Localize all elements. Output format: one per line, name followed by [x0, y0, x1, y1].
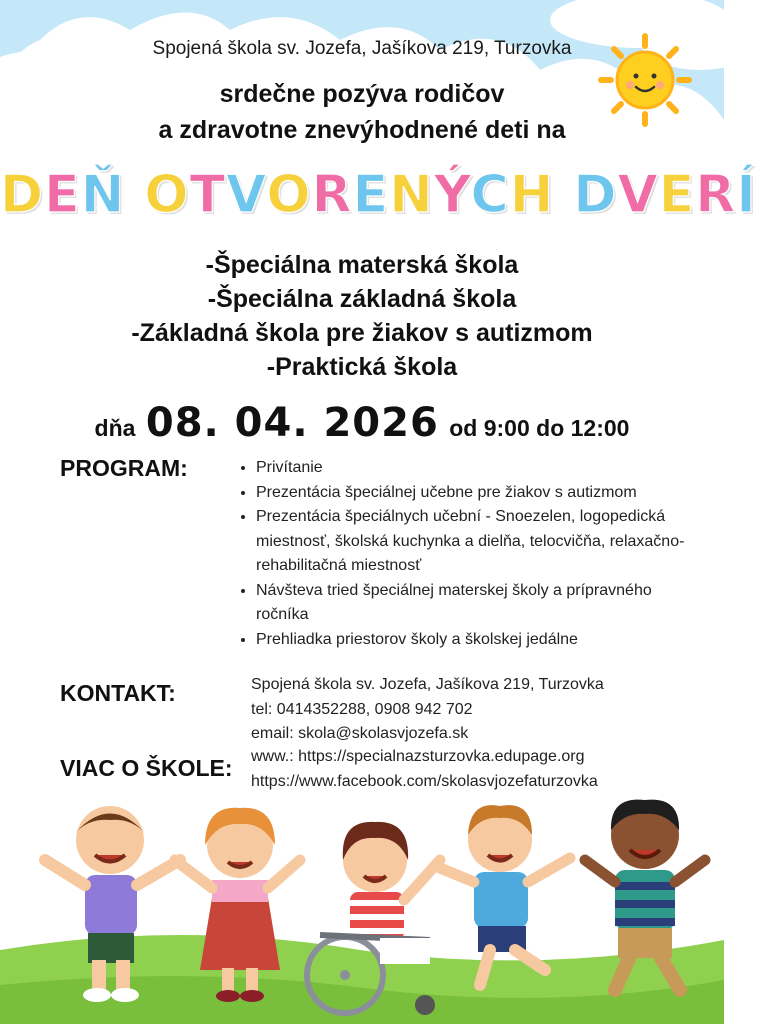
title-letter: H	[509, 165, 555, 225]
contact-phone: tel: 0414352288, 0908 942 702	[251, 700, 473, 718]
school-type-item: -Praktická škola	[266, 353, 458, 381]
title-letter: D	[0, 165, 45, 225]
contact-email: email: skola@skolasvjozefa.sk	[251, 725, 469, 742]
facebook-link[interactable]: https://www.facebook.com/skolasvjozefaturzovka	[251, 772, 598, 790]
title-letter: T	[189, 165, 227, 225]
title-letter: R	[695, 165, 737, 225]
title-letter: O	[266, 165, 312, 225]
title-letter: E	[352, 165, 390, 225]
invitation-line-1: srdečne pozýva rodičov	[219, 80, 505, 108]
event-date: 08. 04. 2026	[145, 400, 439, 446]
more-info	[251, 745, 598, 794]
title-letter: D	[573, 165, 618, 225]
website-link[interactable]: www.: https://specialnazsturzovka.edupage.org	[251, 748, 585, 765]
event-date-row	[0, 400, 724, 446]
open-day-title	[0, 165, 757, 225]
contact-label: KONTAKT:	[60, 680, 176, 706]
title-letter: Í	[736, 165, 757, 225]
program-item: • Prehliadka priestorov školy a školskej jedálne	[256, 628, 686, 653]
title-letter: V	[226, 165, 267, 225]
invitation-text	[0, 76, 724, 148]
program-label: PROGRAM:	[60, 455, 188, 481]
date-prefix: dňa	[94, 415, 136, 441]
title-letter: O	[144, 165, 190, 225]
title-letter: C	[470, 165, 510, 225]
title-letter: N	[389, 165, 434, 225]
title-letter: Ň	[80, 165, 126, 225]
title-letter: R	[311, 165, 353, 225]
title-letter: E	[658, 165, 696, 225]
program-item: • Prezentácia špeciálnych učební - Snoezelen, logopedická miestnosť, školská kuchynka a dielňa, telocvičňa, relaxačno-rehabilitačná miestnosť	[256, 505, 686, 579]
contact-address: Spojená škola sv. Jozefa, Jašíkova 219, Turzovka	[251, 676, 604, 693]
school-type-item: -Špeciálna materská škola	[205, 251, 519, 279]
children-illustration	[0, 800, 724, 1024]
contact-info	[251, 673, 604, 747]
school-type-item: -Špeciálna základná škola	[207, 285, 517, 313]
title-letter: E	[44, 165, 81, 225]
title-letter: V	[617, 165, 659, 225]
school-type-item: -Základná škola pre žiakov s autizmom	[131, 319, 593, 347]
program-list	[236, 456, 686, 652]
kid-blue-shirt-icon	[440, 805, 570, 985]
more-about-school-label: VIAC O ŠKOLE:	[60, 755, 233, 781]
program-item: • Prezentácia špeciálnej učebne pre žiakov s autizmom	[256, 481, 686, 506]
event-time: od 9:00 do 12:00	[449, 415, 630, 441]
program-item: • Návšteva tried špeciálnej materskej školy a prípravného ročníka	[256, 579, 686, 628]
title-letter	[554, 165, 573, 225]
title-letter	[125, 165, 144, 225]
program-item: • Privítanie	[256, 456, 686, 481]
title-letter: Ý	[433, 165, 471, 225]
invitation-line-2: a zdravotne znevýhodnené deti na	[158, 116, 566, 144]
school-types-list	[0, 248, 724, 384]
school-name-header: Spojená škola sv. Jozefa, Jašíkova 219, Turzovka	[152, 38, 572, 59]
